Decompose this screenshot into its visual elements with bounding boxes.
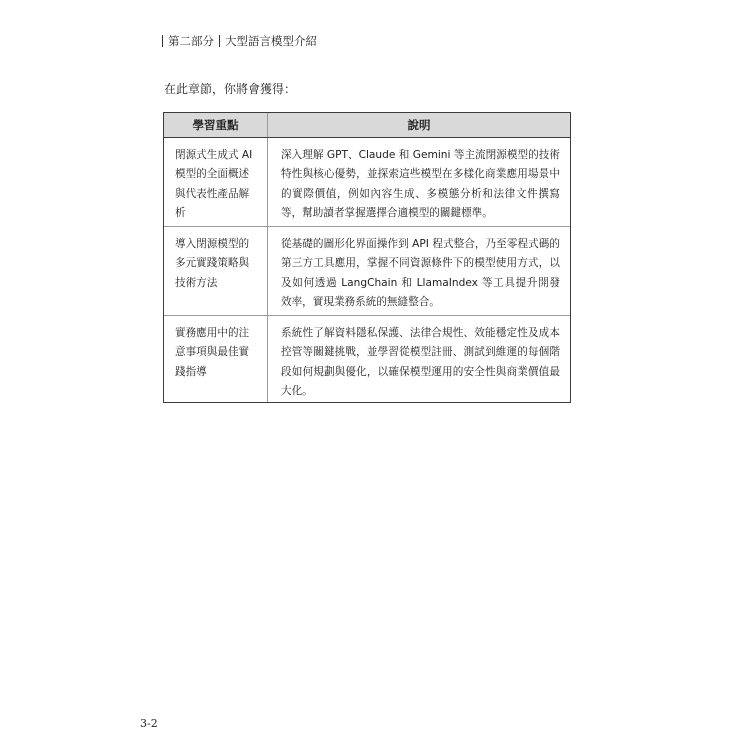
- table-row: [164, 316, 570, 402]
- column-header-point: 學習重點: [164, 113, 268, 137]
- row-description: 系統性了解資料隱私保護、法律合規性、效能穩定性及成本控管等關鍵挑戰，並學習從模型註冊、測試到維運的每個階段如何規劃與優化，以確保模型運用的安全性與商業價值最大化。: [281, 327, 560, 397]
- table-header: [164, 113, 570, 138]
- row-description: 從基礎的圖形化界面操作到 API 程式整合，乃至零程式碼的第三方工具應用，掌握不同資源條件下的模型使用方式，以及如何透過 LangChain 和 LlamaIndex 等工具提升開發效率，實現業務系統的無縫整合。: [281, 238, 560, 308]
- header-divider: [162, 35, 163, 47]
- intro-text: 在此章節，你將會獲得：: [164, 82, 297, 96]
- column-header-desc: 說明: [407, 118, 431, 132]
- header-divider: [219, 35, 220, 47]
- page-number: 3-2: [140, 717, 158, 730]
- row-point: 實務應用中的注意事項與最佳實踐指導: [164, 316, 268, 402]
- running-header: [162, 33, 317, 49]
- row-point: 閉源式生成式 AI 模型的全面概述與代表性產品解析: [164, 138, 268, 226]
- learning-table: [163, 112, 571, 403]
- row-point: 導入閉源模型的多元實踐策略與技術方法: [164, 227, 268, 315]
- header-part: 第二部分: [168, 34, 214, 48]
- table-row: [164, 227, 570, 316]
- row-description: 深入理解 GPT、Claude 和 Gemini 等主流閉源模型的技術特性與核心優勢，並探索這些模型在多樣化商業應用場景中的實際價值，例如內容生成、多模態分析和法律文件撰寫等，幫助讀者掌握選擇合適模型的關鍵標準。: [281, 149, 560, 219]
- table-row: [164, 138, 570, 227]
- header-title: 大型語言模型介紹: [225, 34, 317, 48]
